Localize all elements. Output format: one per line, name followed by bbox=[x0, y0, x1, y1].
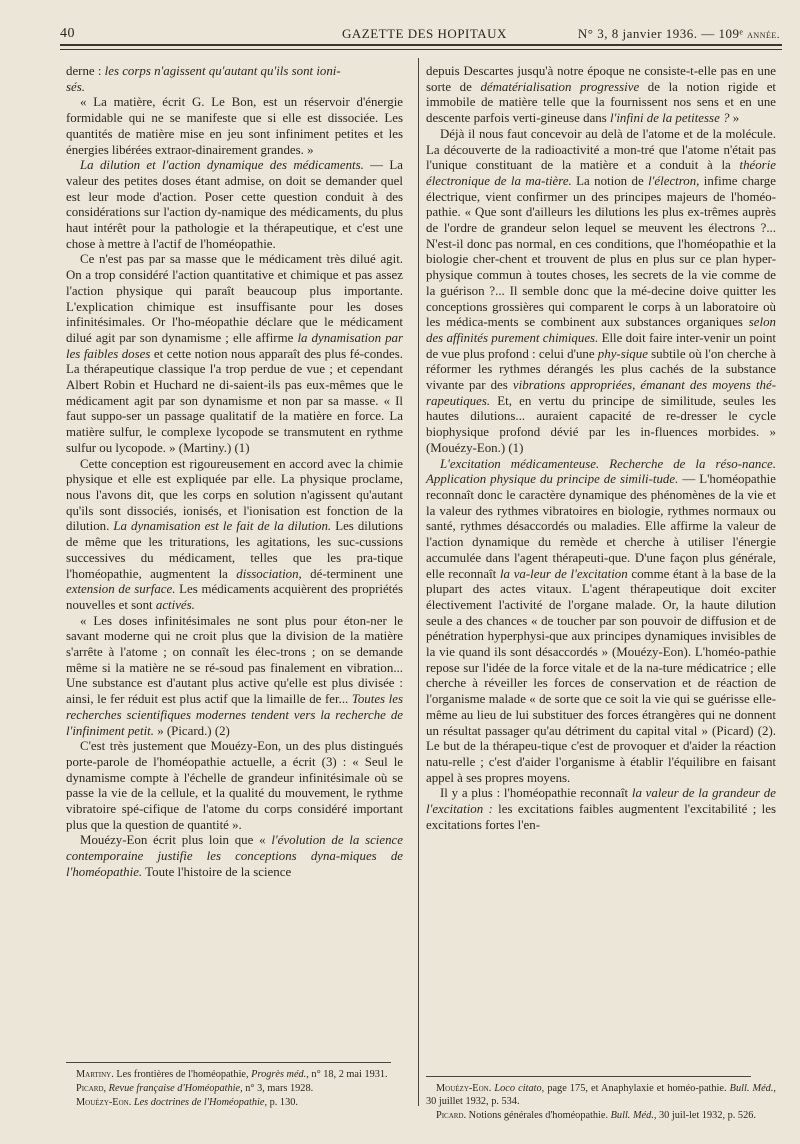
footnote bbox=[66, 1096, 403, 1109]
text-run: page 175, et Anaphylaxie et homéo-pathie. bbox=[544, 1083, 730, 1094]
text-run: L'excitation médicamenteuse. Recherche de la réso-nance. Application physique du principe de simili-tude. bbox=[426, 456, 776, 487]
text-run: » bbox=[729, 111, 740, 126]
text-run: Il y a plus : l'homéopathie reconnaît bbox=[440, 786, 632, 801]
paragraph bbox=[426, 786, 776, 833]
text-run: 30 juil-let 1932, p. 526. bbox=[656, 1110, 756, 1121]
text-run: Les dilutions de même que les triturations, les agitations, les suc-cussions successives du médicament, telles que les pra-tique l'homéopathie, augmentent la bbox=[66, 519, 403, 581]
text-run: Loco citato, bbox=[494, 1083, 545, 1094]
left-column bbox=[66, 64, 403, 881]
text-run: « La matière, écrit G. Le Bon, est un réservoir d'énergie formidable qui ne se manifeste que si elle est dissociée. Les quantités de matière mise en jeu sont infiniment petites et les énergies libérées extraor-dinairement grandes. » bbox=[66, 95, 403, 157]
text-run: 30 juillet 1932, p. 534. bbox=[426, 1096, 520, 1107]
text-run: vibrations appropriées, émanant des moyens thé-rapeutiques. bbox=[426, 378, 776, 408]
text-run: Picard bbox=[436, 1110, 464, 1121]
paragraph bbox=[66, 158, 403, 252]
text-run: Progrès méd., bbox=[251, 1069, 309, 1080]
running-header bbox=[60, 26, 780, 46]
paragraph bbox=[66, 95, 403, 158]
text-run: Toute l'histoire de la science bbox=[142, 864, 292, 879]
text-run: Picard bbox=[76, 1083, 104, 1094]
text-run: — La valeur des petites doses étant admise, on doit se demander quel est leur mode d'action. Poser cette question conduit à des considérations sur l'action dy-namique des médicaments, du plus haut intérêt pour la pathologie et la thérapeutique, et c'est une chose à mettre à l'actif de l'homéopathie. bbox=[66, 158, 403, 251]
text-run: Bull. Méd., bbox=[729, 1083, 776, 1094]
text-run: C'est très justement que Mouézy-Eon, un des plus distingués porte-parole de l'homéopathie actuelle, a écrit (3) : « Seul le dynamisme compte à l'échelle de grandeur infinitésimale où se passe la vie de la cellule, et la qualité du mouvement, le rythme vibratoire spé-cifique de l'atome du corps considéré important plus que la question de quantité ». bbox=[66, 739, 403, 832]
text-run: les excitations faibles augmentent l'excitabilité ; les excitations fortes l'en- bbox=[426, 802, 776, 832]
footnote bbox=[66, 1082, 403, 1095]
issue-date: N° 3, 8 janvier 1936. — 109ᵉ bbox=[577, 26, 744, 41]
text-run: Mouézy-Eon bbox=[436, 1083, 489, 1094]
text-run: derne : bbox=[66, 64, 105, 78]
text-run: Elle doit faire inter-venir un point de vue plus profond : celui d'une bbox=[426, 330, 776, 361]
text-run: sés. bbox=[66, 79, 85, 94]
text-run: l'électron, bbox=[648, 173, 700, 188]
text-run: n° 18, 2 mai 1931. bbox=[308, 1069, 388, 1080]
issue-info bbox=[578, 26, 780, 42]
text-run: n° 3, mars 1928. bbox=[242, 1083, 314, 1094]
header-rule-thin bbox=[60, 49, 782, 50]
text-run: » (Picard.) (2) bbox=[153, 723, 230, 738]
paragraph bbox=[66, 252, 403, 456]
page-number: 40 bbox=[60, 26, 75, 41]
text-run: théorie électronique de la ma-tière. bbox=[426, 158, 776, 188]
text-run: activés. bbox=[155, 597, 195, 612]
text-run: Mouézy-Eon bbox=[76, 1097, 129, 1108]
issue-year-label: année. bbox=[747, 29, 780, 41]
footnote bbox=[66, 1068, 403, 1081]
text-run: Bull. Méd., bbox=[610, 1110, 657, 1121]
footnotes-left bbox=[66, 1068, 403, 1110]
text-run: Revue française d'Homéopathie, bbox=[108, 1083, 243, 1094]
text-run: comme étant à la base de la plupart des actes vitaux. L'agent thérapeutique doit exciter électivement l'activité de l'organe malade. Or, la haute dilution seule a des chances « de toucher par son pouvoir de diffusion et de pénétration hyperphysi-que aux principes dynamiques invisibles de la vie quand ils sont désaccordés » (Mouézy-Eon). L'homéo-pathie repose sur l'idée de la force vitale et de la na-ture médicatrice ; elle cherche à réveiller les forces de conservation et de réaction de l'organisme malade « de sorte que ce soit la vie qui se guérisse elle-même au lieu de lui substituer des forces étrangères qui ne donnent un résultat passager qu'au détriment du capital vital » (Picard) (2). Le but de la thérapeu-tique c'est de provoquer et d'aider la réaction natu-relle ; c'est d'aider l'organisme à établir l'équilibre en faisant appel à ses propres moyens. bbox=[426, 566, 776, 785]
paragraph bbox=[66, 64, 403, 95]
text-run: subtile où l'on cherche à réformer les rythmes dérangés les plus cachés de la substance vivante par des bbox=[426, 346, 776, 393]
text-run: La dynamisation est le fait de la dilution. bbox=[113, 519, 332, 534]
paragraph bbox=[426, 457, 776, 787]
text-run: Cette conception est rigoureusement en accord avec la chimie physique et elle est expliquée par elle. La physique proclame, nous l'avons dit, que les corps en solution n'agissent qu'autant qu'ils sont dissociés, ionisés, et l'ionisation est fonction de la dilution. bbox=[66, 456, 403, 534]
text-run: La dilution et l'action dynamique des médicaments. bbox=[80, 158, 364, 173]
text-run: et cette notion nous apparaît des plus fé-condes. La thérapeutique classique l'a trop perdue de vue ; et cependant Albert Robin et Huchard ne di-saient-ils pas eux-mêmes que le médicament agit par son dynamisme et non par sa masse. « Il faut suppo-ser un passage qualitatif de la matière en force. La matière sulfur, le complexe lycopode se transmutent en rythme sulfur ou lycopode. » (Martiny.) (1) bbox=[66, 346, 403, 455]
text-run: . Les frontières de l'homéopathie, bbox=[111, 1069, 252, 1080]
text-run: « Les doses infinitésimales ne sont plus pour éton-ner le savant moderne qui ne croit plus que la division de la matière s'arrête à l'atome ; on connaît les élec-trons ; on se demande même si la matière ne se ré-soud pas finalement en vibration... Une substance est d'autant plus active qu'elle est plus divisée : ainsi, le fer réduit est plus actif que la limaille de fer... bbox=[66, 613, 403, 707]
column-separator bbox=[418, 58, 419, 1106]
text-run: depuis Descartes jusqu'à notre époque ne consiste-t-elle pas en une sorte de bbox=[426, 64, 776, 94]
text-run: La notion de bbox=[571, 173, 649, 188]
text-run: la valeur de la grandeur de l'excitation : bbox=[426, 786, 776, 817]
text-run: Déjà il nous faut concevoir au delà de l'atome et de la molécule. La découverte de la radioactivité a mon-tré que l'atome n'était pas l'unique constituant de la matière et a conduit à la bbox=[426, 126, 776, 173]
text-run: dissociation, bbox=[236, 566, 302, 581]
text-run: de la notion rigide et immobile de matière telle que la fournissent nos sens et en une descente parfois verti-gineuse dans bbox=[426, 79, 776, 126]
text-run: dé-terminent une bbox=[301, 566, 403, 581]
paragraph bbox=[66, 614, 403, 740]
text-run: Mouézy-Eon écrit plus loin que « bbox=[80, 833, 272, 848]
paragraph bbox=[66, 457, 403, 614]
footnotes-right bbox=[426, 1082, 776, 1123]
footnote-rule-right bbox=[426, 1076, 751, 1077]
text-run: phy-sique bbox=[597, 346, 648, 361]
text-run: . bbox=[488, 1083, 495, 1094]
paragraph bbox=[426, 127, 776, 457]
text-run: la va-leur de l'excitation bbox=[499, 566, 628, 581]
footnote-rule-left bbox=[66, 1062, 391, 1063]
text-run: , bbox=[103, 1083, 109, 1094]
text-run: infime charge électrique, vient confirmer un des principes majeurs de l'homéo-pathie. « Que sont d'ailleurs les dilutions les plus ex-trêmes auprès de l'ordre de grandeur selon lequel se meuvent les électrons ?... N'est-il donc pas normal, en ces conditions, que l'homéopathie et la biologie cher-chent et trouvent de plus en plus sur ce plan hyper-physique commun à toutes choses, les secrets de la vie comme de la guérison ?... Il semble donc que la mé-decine doive quitter les conceptions grossières qui comparent le corps à un laboratoire où les médica-ments se combinent aux substances organiques bbox=[426, 173, 776, 330]
paragraph bbox=[426, 64, 776, 127]
text-run: p. 130. bbox=[267, 1097, 298, 1108]
text-run: Ce n'est pas par sa masse que le médicament très dilué agit. On a trop considéré l'action quantitative et chimique et pas assez l'action physique qui paraît beaucoup plus importante. L'explication chimique est insuffisante pour les doses infinitésimales. Or l'ho-méopathie déclare que le médicament dilué agit par son dynamisme ; elle affirme bbox=[66, 252, 403, 345]
footnote bbox=[426, 1082, 776, 1108]
text-run: dématérialisation progressive bbox=[480, 79, 640, 94]
right-column bbox=[426, 64, 776, 833]
paragraph bbox=[66, 739, 403, 833]
paragraph bbox=[66, 833, 403, 880]
text-run: . Notions générales d'homéopathie. bbox=[463, 1110, 611, 1121]
header-rule-thick bbox=[60, 44, 782, 46]
text-run: selon des affinités purement chimiques. bbox=[426, 315, 776, 345]
text-run: l'évolution de la science contemporaine justifie les conceptions dyna-miques de l'homéopathie. bbox=[66, 833, 403, 879]
text-run: Martiny bbox=[76, 1069, 112, 1080]
journal-title: GAZETTE DES HOPITAUX bbox=[342, 26, 507, 41]
text-run: Toutes les recherches scientifiques modernes tendent vers la recherche de l'infiniment petit. bbox=[66, 692, 403, 738]
text-run: les corps n'agissent qu'autant qu'ils sont ioni- bbox=[104, 64, 341, 78]
text-run: l'infini de la petitesse ? bbox=[609, 111, 730, 126]
text-run: extension de surface. bbox=[66, 582, 176, 597]
text-run: Et, en vertu du principe de similitude, seules les hautes dilutions... auraient capacité de re-dresser le cycle biophysique profond dévié par les in-fluences morbides. » (Mouézy-Eon.) (1) bbox=[426, 393, 776, 455]
text-run: . bbox=[128, 1097, 134, 1108]
footnote bbox=[426, 1109, 776, 1122]
text-run: la dynamisation par les faibles doses bbox=[66, 330, 403, 361]
text-run: Les médicaments acquièrent des propriétés nouvelles et sont bbox=[66, 582, 403, 612]
text-run: — L'homéopathie reconnaît donc le caractère dynamique des phénomènes de la vie et la valeur des rythmes vibratoires en biologie, rythmes normaux ou santé, rythmes désaccordés ou maladies. Elle affirme la valeur de l'action dynamique du remède et cherche à utiliser l'énergie accumulée dans l'agent thérapeuti-que. D'une façon plus générale, elle reconnaît bbox=[426, 472, 776, 581]
text-run: Les doctrines de l'Homéopathie, bbox=[133, 1097, 268, 1108]
